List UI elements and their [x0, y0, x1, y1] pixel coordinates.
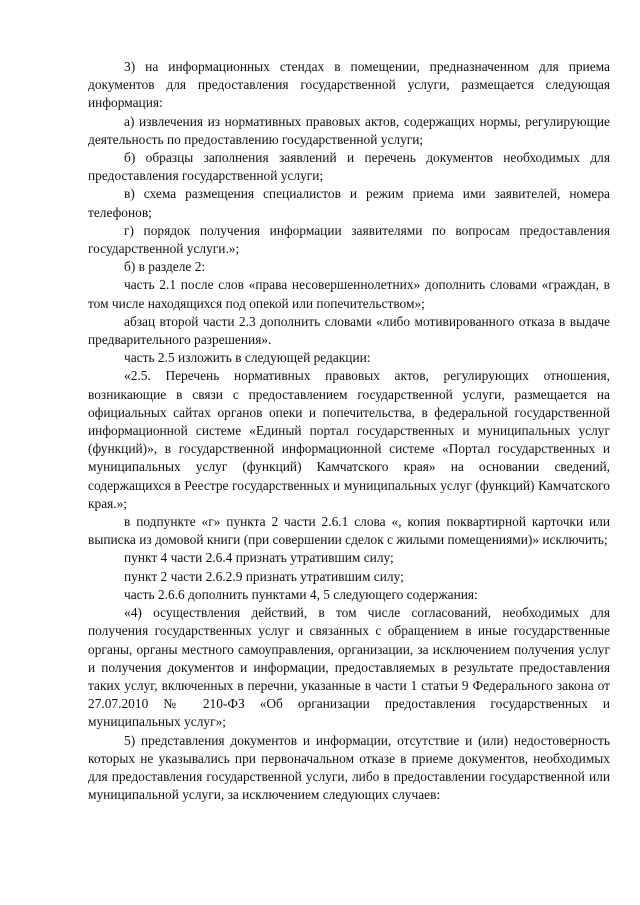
- paragraph-item-a: а) извлечения из нормативных правовых актов, содержащих нормы, регулирующие деятельность по предоставлению государственной услуги;: [88, 113, 610, 147]
- paragraph-item-v: в) схема размещения специалистов и режим приема ими заявителей, номера телефонов;: [88, 186, 610, 220]
- paragraph-part-2-6-2-9: пункт 2 части 2.6.2.9 признать утратившим силу;: [124, 568, 404, 584]
- paragraph-part-2-6-6: часть 2.6.6 дополнить пунктами 4, 5 следующего содержания:: [124, 586, 478, 602]
- document-body: [88, 58, 610, 804]
- paragraph-part-2-6-1: в подпункте «г» пункта 2 части 2.6.1 слова «, копия поквартирной карточки или выписка из домовой книги (при совершении сделок с жилыми помещениями)» исключить;: [88, 514, 610, 548]
- paragraph-item-b: б) образцы заполнения заявлений и перечень документов необходимых для предоставления государственной услуги;: [88, 150, 610, 184]
- paragraph-part-2-5: часть 2.5 изложить в следующей редакции:: [124, 350, 371, 366]
- paragraph-part-2-1: часть 2.1 после слов «права несовершеннолетних» дополнить словами «граждан, в том числе находящихся под опекой или попечительством»;: [88, 277, 610, 311]
- paragraph-part-2-5-text: «2.5. Перечень нормативных правовых актов, регулирующих отношения, возникающие в связи с предоставлением государственной услуги, размещается на официальных сайтах органов опеки и попечительства, в федеральной государственной информационной системе «Единый портал государственных и муниципальных услуг (функций)», в государственной информационной системе «Портал государственных и муниципальных услуг (функций) Камчатского края» на основании сведений, содержащихся в Реестре государственных и муниципальных услуг (функций) Камчатского края.»;: [88, 368, 610, 511]
- paragraph-part-2-3: абзац второй части 2.3 дополнить словами «либо мотивированного отказа в выдаче предварительного разрешения».: [88, 313, 610, 348]
- paragraph-item-g: г) порядок получения информации заявителями по вопросам предоставления государственной услуги.»;: [88, 222, 610, 257]
- paragraph-info-stands: 3) на информационных стендах в помещении, предназначенном для приема документов для предоставления государственной услуги, размещается следующая информация:: [88, 59, 610, 111]
- paragraph-section-2: б) в разделе 2:: [124, 259, 206, 275]
- paragraph-point-4: «4) осуществления действий, в том числе согласований, необходимых для получения государственных услуг и связанных с обращением в иные государственные органы, органы местного самоуправления, организации, за исключением получения услуг и получения документов и информации, предоставляемых в результате предоставления таких услуг, включенных в перечни, указанные в части 1 статьи 9 Федерального закона от 27.07.2010 № 210-ФЗ «Об организации предоставления государственных и муниципальных услуг»;: [88, 605, 610, 730]
- paragraph-point-5: 5) представления документов и информации, отсутствие и (или) недостоверность которых не указывались при первоначальном отказе в приеме документов, необходимых для предоставления государственной услуги, либо в предоставлении государственной или муниципальной услуги, за исключением следующих случаев:: [88, 732, 610, 803]
- paragraph-part-2-6-4: пункт 4 части 2.6.4 признать утратившим силу;: [124, 550, 394, 566]
